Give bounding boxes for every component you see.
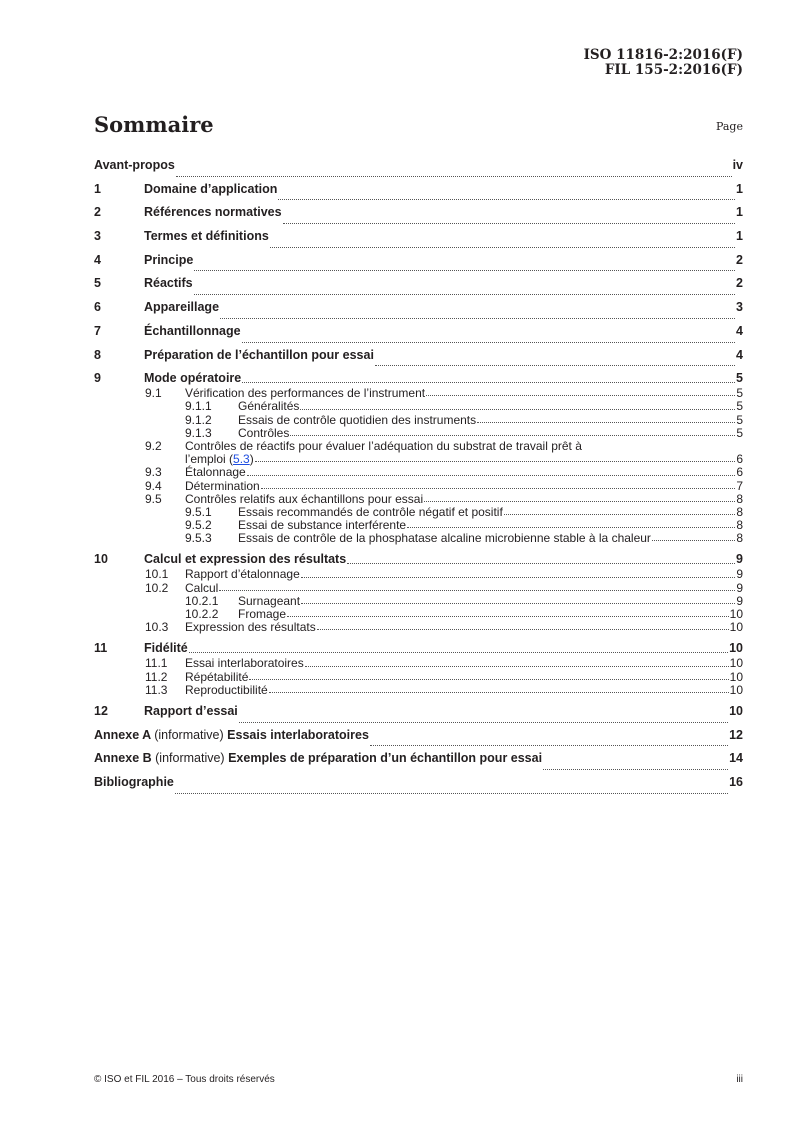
toc-entry-7[interactable]: 7 Échantillonnage 4	[94, 323, 743, 347]
toc-entry-9-5[interactable]: 9.5 Contrôles relatifs aux échantillons pour essai 8	[145, 491, 743, 506]
toc-entry-8[interactable]: 8 Préparation de l’échantillon pour essai 4	[94, 347, 743, 371]
dot-leader	[239, 714, 728, 723]
toc-entry-10-2-2[interactable]: 10.2.2 Fromage 10	[185, 607, 743, 621]
toc-entry-10[interactable]: 10 Calcul et expression des résultats 9	[94, 552, 743, 567]
dot-leader	[242, 334, 736, 343]
toc-entry-11-1[interactable]: 11.1 Essai interlaboratoires 10	[145, 656, 743, 671]
dot-leader	[317, 622, 729, 630]
dot-leader	[249, 672, 728, 680]
toc-entry-1[interactable]: 1 Domaine d’application 1	[94, 181, 743, 205]
toc-entry-11-2[interactable]: 11.2 Répétabilité 10	[145, 669, 743, 684]
toc-entry-5[interactable]: 5 Réactifs 2	[94, 275, 743, 299]
page-number: iii	[736, 1074, 743, 1085]
dot-leader	[301, 569, 736, 577]
toc-entry-9-5-3[interactable]: 9.5.3 Essais de contrôle de la phosphatase alcaline microbienne stable à la chaleur 8	[185, 531, 743, 546]
toc-entry-annex-b[interactable]: Annexe B (informative) Exemples de préparation d’un échantillon pour essai 14	[94, 750, 743, 774]
toc-entry-9-1-1[interactable]: 9.1.1 Généralités 5	[185, 399, 743, 414]
toc-entry-2[interactable]: 2 Références normatives 1	[94, 204, 743, 228]
toc-entry-11[interactable]: 11 Fidélité 10	[94, 641, 743, 656]
dot-leader	[375, 358, 735, 367]
reference-link-5-3[interactable]: 5.3	[233, 452, 250, 467]
dot-leader	[300, 401, 735, 409]
dot-leader	[219, 583, 735, 591]
dot-leader	[407, 520, 735, 528]
page-column-label: Page	[715, 120, 743, 133]
dot-leader	[220, 310, 735, 319]
toc-entry-9-2-continued[interactable]: l’emploi (5.3) 6	[185, 452, 743, 467]
dot-leader	[194, 287, 735, 296]
dot-leader	[194, 263, 735, 272]
toc-entry-6[interactable]: 6 Appareillage 3	[94, 299, 743, 323]
dot-leader	[269, 685, 729, 693]
page-footer	[94, 1074, 743, 1085]
fil-number: FIL 155-2:2016(F)	[604, 62, 743, 78]
dot-leader	[175, 785, 728, 794]
page-title: Sommaire	[94, 112, 214, 137]
toc-entry-9-4[interactable]: 9.4 Détermination 7	[145, 478, 743, 493]
dot-leader	[504, 507, 736, 515]
toc-entry-bibliographie[interactable]: Bibliographie 16	[94, 774, 743, 798]
dot-leader	[424, 494, 735, 502]
toc-entry-10-3[interactable]: 10.3 Expression des résultats 10	[145, 620, 743, 635]
dot-leader	[270, 239, 735, 248]
toc-entry-11-3[interactable]: 11.3 Reproductibilité 10	[145, 682, 743, 697]
dot-leader	[176, 168, 732, 177]
dot-leader	[278, 192, 735, 201]
dot-leader	[370, 738, 728, 747]
toc-entry-9-1-3[interactable]: 9.1.3 Contrôles 5	[185, 425, 743, 440]
dot-leader	[242, 375, 735, 384]
toc-entry-9-2[interactable]: 9.2 Contrôles de réactifs pour évaluer l’adéquation du substrat de travail prêt à	[145, 438, 582, 453]
toc-entry-9[interactable]: 9 Mode opératoire 5	[94, 371, 743, 386]
dot-leader	[261, 481, 736, 489]
dot-leader	[347, 556, 735, 565]
toc-entry-3[interactable]: 3 Termes et définitions 1	[94, 228, 743, 252]
toc-entry-9-5-2[interactable]: 9.5.2 Essai de substance interférente 8	[185, 518, 743, 533]
dot-leader	[247, 467, 736, 475]
toc-entry-avant-propos[interactable]: Avant-propos iv	[94, 157, 743, 181]
toc-entry-10-1[interactable]: 10.1 Rapport d’étalonnage 9	[145, 567, 743, 582]
toc-entry-9-1[interactable]: 9.1 Vérification des performances de l’instrument 5	[145, 386, 743, 401]
toc-entry-10-2[interactable]: 10.2 Calcul 9	[145, 580, 743, 595]
table-of-contents	[94, 157, 743, 798]
document-identifier	[584, 48, 743, 78]
dot-leader	[543, 762, 728, 771]
toc-entry-12[interactable]: 12 Rapport d’essai 10	[94, 703, 743, 727]
toc-entry-10-2-1[interactable]: 10.2.1 Surnageant 9	[185, 593, 743, 608]
toc-entry-4[interactable]: 4 Principe 2	[94, 252, 743, 276]
dot-leader	[189, 645, 728, 654]
dot-leader	[477, 415, 735, 423]
dot-leader	[305, 658, 729, 666]
toc-entry-9-5-1[interactable]: 9.5.1 Essais recommandés de contrôle négatif et positif 8	[185, 504, 743, 519]
iso-number: ISO 11816-2:2016(F)	[583, 47, 743, 63]
toc-entry-9-3[interactable]: 9.3 Étalonnage 6	[145, 465, 743, 480]
dot-leader	[255, 454, 736, 462]
copyright-notice: © ISO et FIL 2016 – Tous droits réservés	[94, 1074, 275, 1085]
dot-leader	[426, 388, 735, 396]
dot-leader	[287, 609, 729, 617]
toc-entry-annex-a[interactable]: Annexe A (informative) Essais interlaboratoires 12	[94, 727, 743, 751]
dot-leader	[652, 533, 735, 541]
dot-leader	[290, 428, 735, 436]
dot-leader	[301, 596, 735, 604]
dot-leader	[283, 216, 735, 225]
toc-entry-9-1-2[interactable]: 9.1.2 Essais de contrôle quotidien des instruments 5	[185, 412, 743, 427]
